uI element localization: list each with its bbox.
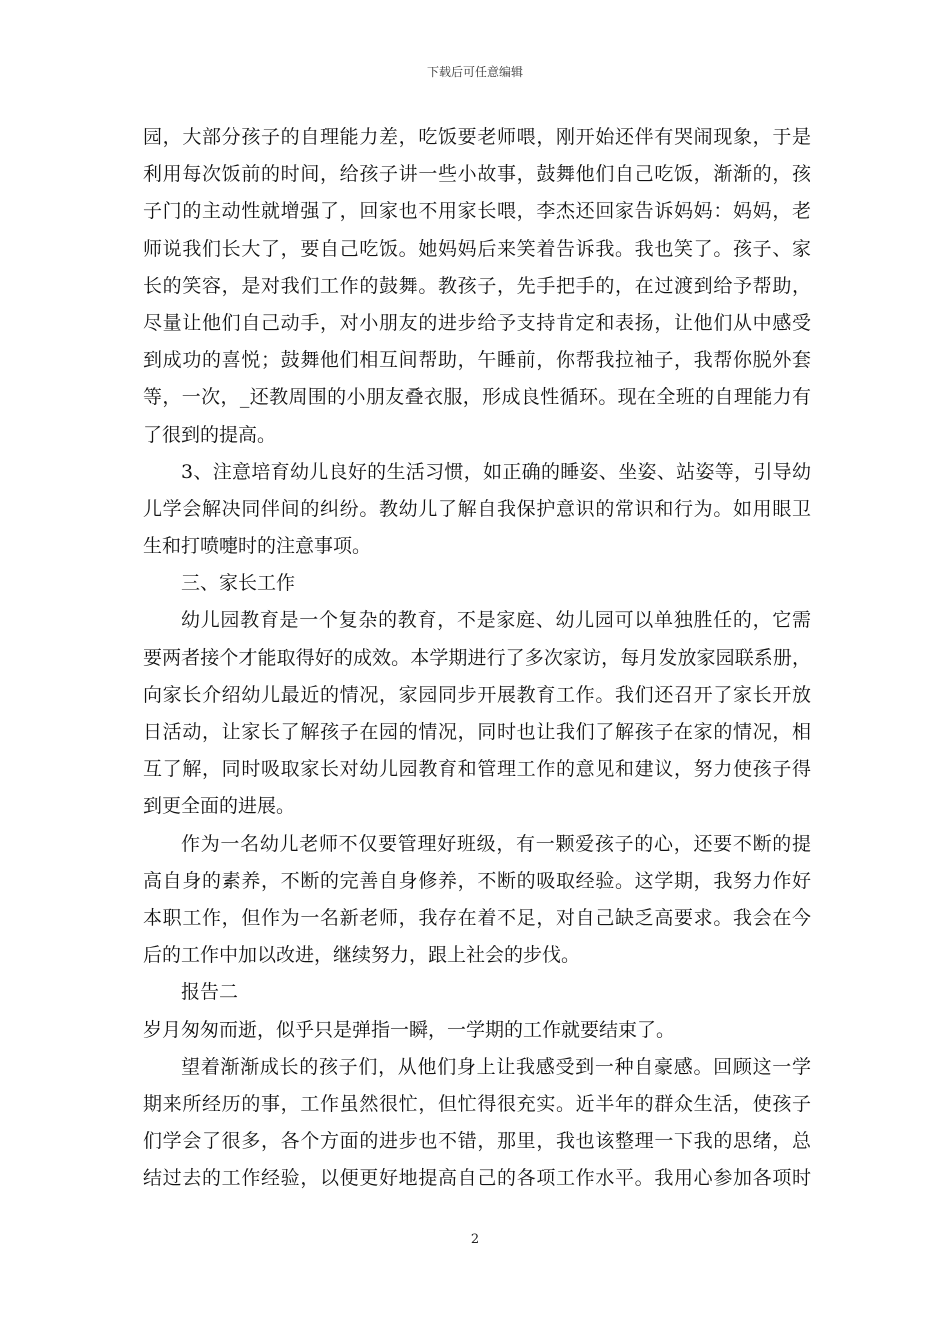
- text-line: 等，一次，_还教周围的小朋友叠衣服，形成良性循环。现在全班的自理能力有: [143, 386, 811, 409]
- text-line: 幼儿园教育是一个复杂的教育，不是家庭、幼儿园可以单独胜任的，它需: [181, 609, 811, 632]
- text-line: 作为一名幼儿老师不仅要管理好班级，有一颗爱孩子的心，还要不断的提: [181, 832, 811, 855]
- text-line: 高自身的素养，不断的完善自身修养，不断的吸取经验。这学期，我努力作好: [143, 869, 811, 892]
- section-heading: 三、家长工作: [181, 572, 296, 595]
- text-line: 到成功的喜悦；鼓舞他们相互间帮助，午睡前，你帮我拉袖子，我帮你脱外套: [143, 349, 811, 372]
- text-line: 到更全面的进展。: [143, 795, 296, 818]
- text-line: 园，大部分孩子的自理能力差，吃饭要老师喂，刚开始还伴有哭闹现象，于是: [143, 126, 811, 148]
- text-line: 望着渐渐成长的孩子们，从他们身上让我感受到一种自豪感。回顾这一学: [181, 1055, 811, 1078]
- text-line: 期来所经历的事，工作虽然很忙，但忙得很充实。近半年的群众生活，使孩子: [143, 1092, 811, 1115]
- text-line: 后的工作中加以改进，继续努力，跟上社会的步伐。: [143, 944, 581, 967]
- text-line: 尽量让他们自己动手，对小朋友的进步给予支持肯定和表扬，让他们从中感受: [143, 311, 811, 334]
- page-header: 下载后可任意编辑: [426, 65, 523, 79]
- section-heading: 报告二: [181, 981, 239, 1004]
- text-line: 向家长介绍幼儿最近的情况，家园同步开展教育工作。我们还召开了家长开放: [143, 683, 811, 706]
- text-line: 生和打喷嚏时的注意事项。: [143, 535, 372, 558]
- text-line: 要两者接个才能取得好的成效。本学期进行了多次家访，每月发放家园联系册，: [143, 646, 811, 669]
- page-number: 2: [470, 1232, 480, 1247]
- text-line: 3、注意培育幼儿良好的生活习惯，如正确的睡姿、坐姿、站姿等，引导幼: [181, 460, 811, 483]
- text-line: 岁月匆匆而逝，似乎只是弹指一瞬，一学期的工作就要结束了。: [143, 1018, 676, 1041]
- text-line: 们学会了很多，各个方面的进步也不错，那里，我也该整理一下我的思绪，总: [143, 1130, 811, 1153]
- text-line: 长的笑容，是对我们工作的鼓舞。教孩子，先手把手的，在过渡到给予帮助，: [143, 274, 811, 297]
- text-line: 了很到的提高。: [143, 423, 277, 446]
- text-line: 儿学会解决同伴间的纠纷。教幼儿了解自我保护意识的常识和行为。如用眼卫: [143, 497, 811, 520]
- text-line: 日活动，让家长了解孩子在园的情况，同时也让我们了解孩子在家的情况，相: [143, 721, 811, 743]
- text-line: 利用每次饭前的时间，给孩子讲一些小故事，鼓舞他们自己吃饭，渐渐的，孩: [143, 163, 811, 186]
- text-line: 本职工作，但作为一名新老师，我存在着不足，对自己缺乏高要求。我会在今: [143, 906, 811, 929]
- text-line: 子门的主动性就增强了，回家也不用家长喂，李杰还回家告诉妈妈：妈妈，老: [143, 200, 811, 223]
- text-line: 师说我们长大了，要自己吃饭。她妈妈后来笑着告诉我。我也笑了。孩子、家: [143, 237, 811, 260]
- text-line: 结过去的工作经验，以便更好地提高自己的各项工作水平。我用心参加各项时: [143, 1167, 811, 1190]
- document-body: [143, 119, 811, 1197]
- text-line: 互了解，同时吸取家长对幼儿园教育和管理工作的意见和建议，努力使孩子得: [143, 758, 811, 781]
